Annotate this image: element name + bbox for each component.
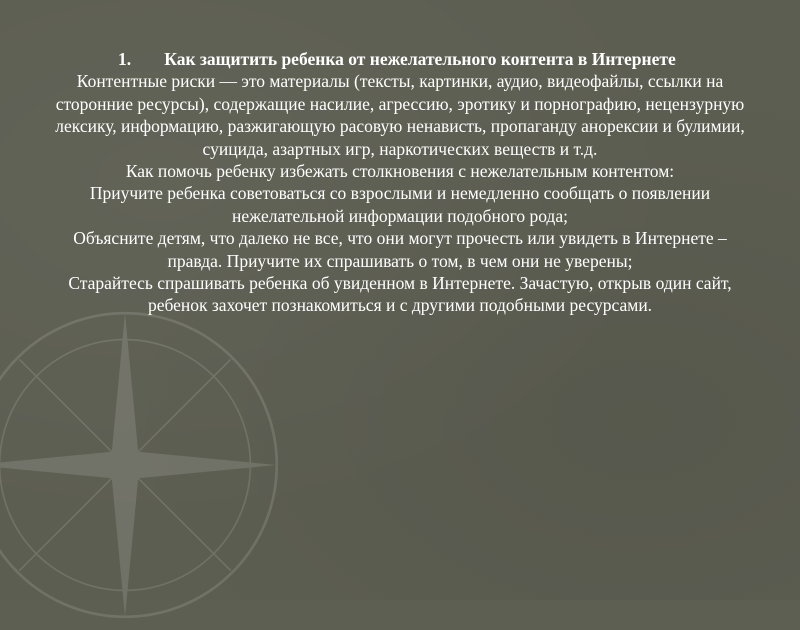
compass-watermark-icon xyxy=(0,300,290,630)
heading-title: Как защитить ребенка от нежелательного контента в Интернете xyxy=(164,49,676,69)
slide-heading xyxy=(50,48,750,70)
paragraph-content-risks: Контентные риски — это материалы (тексты, картинки, аудио, видеофайлы, ссылки на сторонние ресурсы), содержащие насилие, агрессию, эротику и порнографию, нецензурную лексику, информацию, разжигающую расовую ненависть, пропаганду анорексии и булимии, суицида, азартных игр, наркотических веществ и т.д. xyxy=(55,71,745,159)
paragraph-advice-explain: Объясните детям, что далеко не все, что они могут прочесть или увидеть в Интернете – правда. Приучите их спрашивать о том, в чем они не уверены; xyxy=(73,228,727,271)
paragraph-advice-consult: Приучите ребенка советоваться со взрослыми и немедленно сообщать о появлении нежелательной информации подобного рода; xyxy=(89,183,711,226)
slide-content xyxy=(50,48,750,317)
paragraph-advice-ask: Старайтесь спрашивать ребенка об увиденном в Интернете. Зачастую, открыв один сайт, ребенок захочет познакомиться и с другими подобными ресурсами. xyxy=(68,273,732,316)
heading-number: 1. xyxy=(118,49,132,69)
paragraph-how-to-help: Как помочь ребенку избежать столкновения с нежелательным контентом: xyxy=(125,161,675,182)
